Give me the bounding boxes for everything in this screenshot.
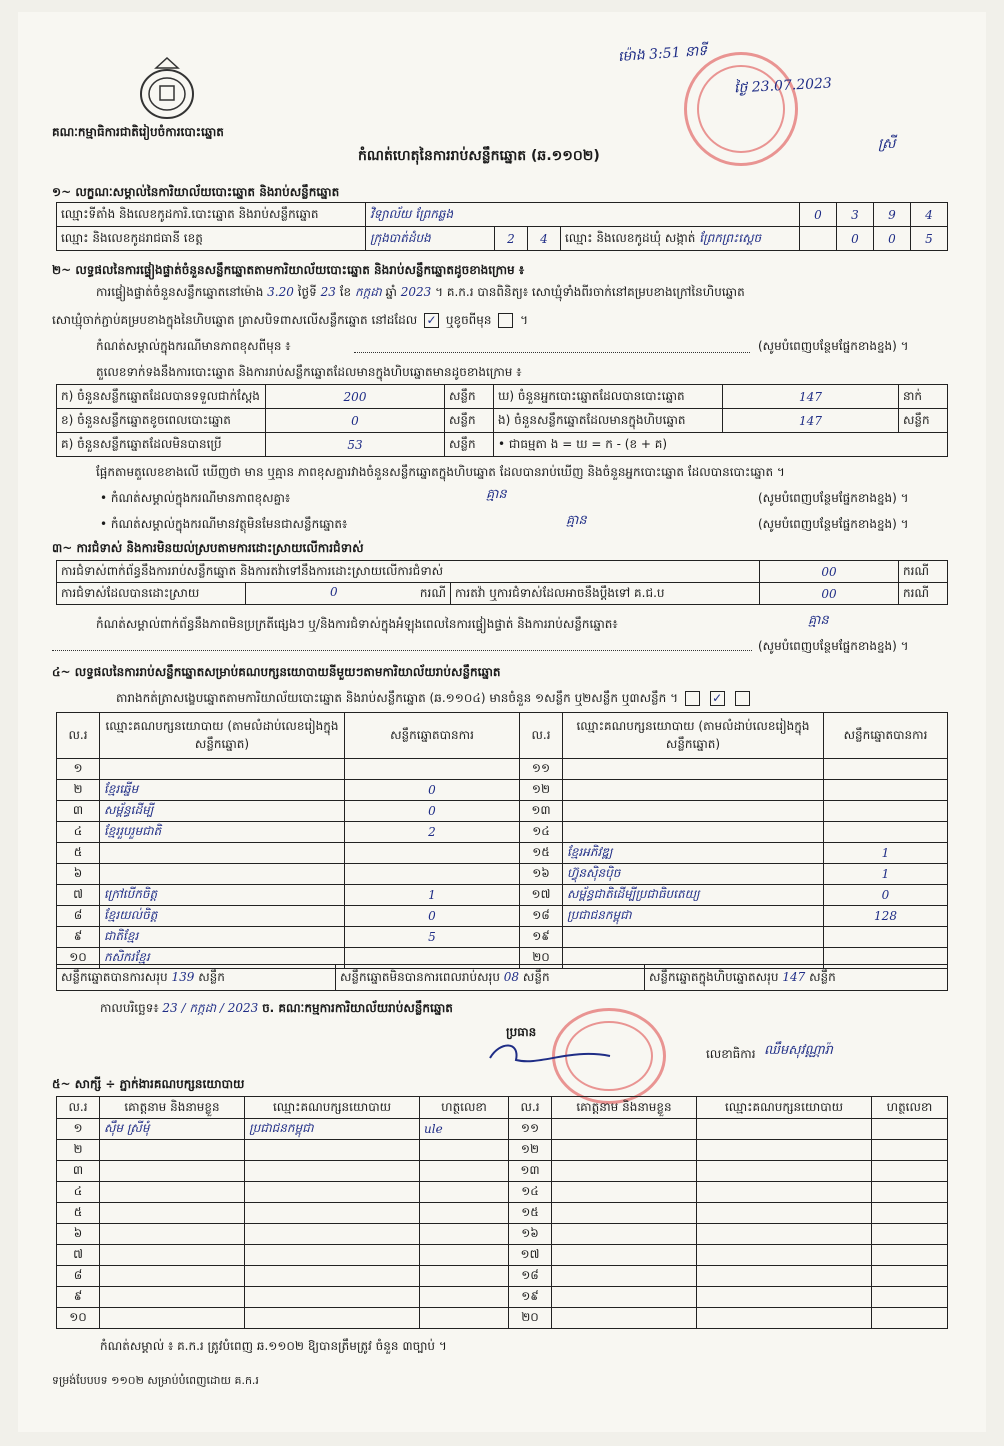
witness-row <box>57 1224 948 1245</box>
province-code-digit: 2 <box>495 227 528 251</box>
row-number: ១០ <box>57 948 100 969</box>
witness-party <box>245 1203 420 1224</box>
witness-name <box>552 1224 697 1245</box>
form-id: ទម្រង់បែបបទ ១១០២ សម្រាប់បំពេញដោយ គ.ក.រ <box>52 1374 259 1387</box>
row-number: ១៥ <box>520 843 563 864</box>
row-number: ១៦ <box>509 1224 552 1245</box>
location-code-digit: 0 <box>800 203 837 227</box>
objection-label: ការជំទាស់ពាក់ព័ន្ធនឹងការរាប់សន្លឹកឆ្នោត និងការតវ៉ាទៅនឹងការដោះស្រាយលើការជំទាស់ <box>57 561 760 583</box>
party-result-row <box>57 759 948 780</box>
witness-name <box>100 1161 245 1182</box>
witness-name <box>552 1308 697 1329</box>
line1-text: ការផ្ទៀងផ្ទាត់ចំនួនសន្លឹកឆ្នោតនៅម៉ោង <box>96 285 264 299</box>
witness-name <box>552 1140 697 1161</box>
col-party: ឈ្មោះគណបក្សនយោបាយ <box>697 1097 872 1119</box>
party-name: ហ៊្វុនស៊ិនប៉ិច <box>563 864 824 885</box>
col-name: គោត្តនាម និងនាមខ្លួន <box>100 1097 245 1119</box>
location-code-digit: 3 <box>837 203 874 227</box>
total-valid-value: 139 <box>171 969 195 984</box>
row-number: ២ <box>57 1140 100 1161</box>
party-result-row <box>57 780 948 801</box>
chair-signature-icon <box>480 1036 630 1076</box>
row-number: ១៤ <box>509 1182 552 1203</box>
party-result-row <box>57 843 948 864</box>
note-difference-tail: (សូមបំពេញបន្ថែមផ្នែកខាងខ្នង) ។ <box>758 339 909 353</box>
witness-party <box>697 1266 872 1287</box>
party-votes <box>345 864 520 885</box>
witness-row <box>57 1287 948 1308</box>
figure-value: 0 <box>266 409 445 433</box>
witness-name <box>100 1308 245 1329</box>
total-unit: សន្លឹក <box>809 969 836 984</box>
col-votes: សន្លឹកឆ្នោតបានការ <box>345 713 520 759</box>
witness-party <box>697 1224 872 1245</box>
row-number: ១ <box>57 1119 100 1140</box>
witness-party <box>245 1224 420 1245</box>
party-name <box>563 801 824 822</box>
party-name: ខ្មែរឆ្នើម <box>100 780 345 801</box>
line1-text: ថ្ងៃទី <box>297 285 317 299</box>
ballot-figures-table <box>56 384 948 457</box>
party-votes <box>345 759 520 780</box>
row-number: ១៨ <box>509 1266 552 1287</box>
objection-unit: ករណី <box>899 561 948 583</box>
total-valid-label: សន្លឹកឆ្នោតបានការសរុប <box>61 969 168 984</box>
witness-signature <box>420 1203 509 1224</box>
party-votes: 1 <box>824 864 948 885</box>
total-invalid-label: សន្លឹកឆ្នោតមិនបានការពេលរាប់សរុប <box>340 969 500 984</box>
witness-name <box>552 1245 697 1266</box>
party-name: ខ្មែរយល់ចិត្ត <box>100 906 345 927</box>
row-number: ៤ <box>57 1182 100 1203</box>
foreign-object-note-label: • កំណត់សម្គាល់ក្នុងករណីមានវត្ថុមិនមែនជាសន្លឹកឆ្នោត៖ <box>100 517 348 531</box>
witness-party <box>697 1161 872 1182</box>
difference-note-value: គ្មាន <box>486 487 507 502</box>
col-party: ឈ្មោះគណបក្សនយោបាយ <box>245 1097 420 1119</box>
three-sheets-checkbox[interactable] <box>735 691 750 706</box>
col-votes: សន្លឹកឆ្នោតបានការ <box>824 713 948 759</box>
difference-note-label: • កំណត់សម្គាល់ក្នុងករណីមានភាពខុសគ្នា៖ <box>100 491 291 505</box>
verification-day: 23 <box>320 285 336 299</box>
witness-signature <box>420 1266 509 1287</box>
party-votes: 0 <box>824 885 948 906</box>
col-no: ល.រ <box>57 713 100 759</box>
row-number: ៥ <box>57 843 100 864</box>
witness-party <box>245 1182 420 1203</box>
witness-name <box>100 1203 245 1224</box>
objection-resolved-value: 0 <box>330 584 338 599</box>
row-number: ១២ <box>509 1140 552 1161</box>
figure-unit: សន្លឹក <box>445 385 494 409</box>
col-name: គោត្តនាម និងនាមខ្លួន <box>552 1097 697 1119</box>
party-votes: 1 <box>345 885 520 906</box>
witness-party <box>697 1182 872 1203</box>
commune-value: ព្រែកព្រះស្ដេច <box>699 230 762 245</box>
witness-party <box>245 1266 420 1287</box>
row-number: ៣ <box>57 801 100 822</box>
irregularity-note-tail: (សូមបំពេញបន្ថែមផ្នែកខាងខ្នង) ។ <box>758 639 909 653</box>
commune-code-digit: 0 <box>837 227 874 251</box>
irregularity-note-label: កំណត់សម្គាល់ពាក់ព័ន្ធនឹងភាពមិនប្រក្រតីផ្សេងៗ ឬ/និងការជំទាស់ក្នុងអំឡុងពេលនៃការផ្ទៀងផ្ទាត់ និងការរាប់សន្លឹកឆ្នោត៖ <box>96 617 618 631</box>
witness-name <box>100 1140 245 1161</box>
province-label: ឈ្មោះ និងលេខកូដរាជធានី ខេត្ត <box>57 227 366 251</box>
figure-formula: • ជាធម្មតា ង = ឃ = ក - (ខ + គ) <box>494 433 948 457</box>
party-votes: 2 <box>345 822 520 843</box>
figure-unit: នាក់ <box>899 385 948 409</box>
line1-text: ។ គ.ក.រ បានពិនិត្យ៖ សោឃ្មុំទាំងពីរចាក់នៅគម្របខាងក្រៅនៃហិបឆ្នោត <box>435 285 745 299</box>
witness-name <box>552 1203 697 1224</box>
party-votes: 0 <box>345 780 520 801</box>
province-code-digit: 4 <box>528 227 561 251</box>
handwritten-date: ថ្ងៃ 23.07.2023 <box>733 75 833 97</box>
total-invalid-value: 08 <box>503 969 520 984</box>
witness-row <box>57 1308 948 1329</box>
party-votes: 5 <box>345 927 520 948</box>
row-number: ១៧ <box>520 885 563 906</box>
row-number: ៧ <box>57 885 100 906</box>
party-name <box>563 822 824 843</box>
party-name: ក្រៅបើកចិត្ត <box>100 885 345 906</box>
irregularity-note-value: គ្មាន <box>808 613 829 628</box>
figure-label: ង) ចំនួនសន្លឹកឆ្នោតដែលមានក្នុងហិបឆ្នោត <box>494 409 723 433</box>
handwritten-time: ម៉ោង 3:51 នាទី <box>617 42 708 66</box>
footer-note: កំណត់សម្គាល់ ៖ គ.ក.រ ត្រូវបំពេញ ឆ.១១០២ ឱ្យបានត្រឹមត្រូវ ចំនួន ៣ច្បាប់ ។ <box>100 1339 447 1353</box>
witness-signature <box>420 1182 509 1203</box>
col-no: ល.រ <box>57 1097 100 1119</box>
row-number: ១៩ <box>509 1287 552 1308</box>
row-number: ១២ <box>520 780 563 801</box>
witness-signature: ule <box>420 1119 509 1140</box>
row-number: ២០ <box>509 1308 552 1329</box>
section4-title: ៤~ លទ្ធផលនៃការរាប់សន្លឹកឆ្នោតសម្រាប់គណបក្សនយោបាយនីមួយៗតាមការិយាល័យរាប់សន្លឹកឆ្នោត <box>52 665 501 679</box>
figure-unit: សន្លឹក <box>445 433 494 457</box>
row-number: ៤ <box>57 822 100 843</box>
row-number: ១៧ <box>509 1245 552 1266</box>
objection-resolved-label: ការជំទាស់ដែលបានដោះស្រាយ <box>57 583 246 605</box>
row-number: ១១ <box>509 1119 552 1140</box>
witness-signature <box>872 1245 948 1266</box>
summary-sheets-line <box>116 690 753 708</box>
figure-unit: សន្លឹក <box>899 409 948 433</box>
party-results-table <box>56 712 948 969</box>
total-box-value: 147 <box>782 969 806 984</box>
party-name: ជាតិខ្មែរ <box>100 927 345 948</box>
nec-emblem-icon <box>136 56 198 122</box>
row-number: ២០ <box>520 948 563 969</box>
secretary-signature: ឈឹមសុវណ្ណារ៉ា <box>764 1043 833 1058</box>
witness-signature <box>872 1182 948 1203</box>
witness-party <box>245 1287 420 1308</box>
party-name: ខ្មែរអភិវឌ្ឍ <box>563 843 824 864</box>
party-name <box>100 864 345 885</box>
org-name: គណៈកម្មាធិការជាតិរៀបចំការបោះឆ្នោត <box>52 125 224 139</box>
date-label: កាលបរិច្ឆេទ៖ <box>100 1001 159 1015</box>
section2-title: ២~ លទ្ធផលនៃការផ្ទៀងផ្ទាត់ចំនួនសន្លឹកឆ្នោតតាមការិយាល័យបោះឆ្នោត និងរាប់សន្លឹកឆ្នោតដូចខាងក្រោម ៖ <box>52 263 525 277</box>
row-number: ៩ <box>57 1287 100 1308</box>
section5-title: ៥~ សាក្សី ÷ ភ្នាក់ងារគណបក្សនយោបាយ <box>52 1077 245 1091</box>
commune-code-digit: 0 <box>874 227 911 251</box>
witness-row <box>57 1203 948 1224</box>
col-signature: ហត្ថលេខា <box>872 1097 948 1119</box>
row-number: ១៣ <box>520 801 563 822</box>
note-difference-label: កំណត់សម្គាល់ក្នុងករណីមានភាពខុសពីមុន ៖ <box>96 339 291 353</box>
party-name <box>563 927 824 948</box>
seal-intact-checkbox[interactable]: ✓ <box>424 313 439 328</box>
foreign-object-note-value: គ្មាន <box>566 513 587 528</box>
witness-row <box>57 1182 948 1203</box>
document-title: កំណត់ហេតុនៃការរាប់សន្លឹកឆ្នោត (ឆ.១១០២) <box>358 148 600 164</box>
location-code-digit: 4 <box>911 203 948 227</box>
col-signature: ហត្ថលេខា <box>420 1097 509 1119</box>
party-votes: 0 <box>345 801 520 822</box>
location-label: ឈ្មោះទីតាំង និងលេខកូដការិ.បោះឆ្នោត និងរាប់សន្លឹកឆ្នោត <box>57 203 366 227</box>
row-number: ៣ <box>57 1161 100 1182</box>
party-name <box>100 843 345 864</box>
row-number: ៨ <box>57 906 100 927</box>
date-line <box>100 1000 453 1018</box>
committee-label: ច. គណៈកម្មការការិយាល័យរាប់សន្លឹកឆ្នោត <box>262 1001 453 1015</box>
witness-row <box>57 1161 948 1182</box>
secretary-label: លេខាធិការ <box>706 1047 756 1061</box>
chair-label: ប្រធាន <box>506 1025 537 1039</box>
figure-unit: សន្លឹក <box>445 409 494 433</box>
appeal-unit: ករណី <box>899 583 948 605</box>
row-number: ២ <box>57 780 100 801</box>
witness-party <box>245 1140 420 1161</box>
row-number: ៩ <box>57 927 100 948</box>
witness-table <box>56 1096 948 1329</box>
party-votes <box>824 759 948 780</box>
witness-signature <box>872 1224 948 1245</box>
summary-sheets-text: តារាងកត់ត្រាសង្ខេបឆ្នោតតាមការិយាល័យបោះឆ្នោត និងរាប់សន្លឹកឆ្នោត (ឆ.១១០៤) មានចំនួន ១សន្លឹក ឬ២សន្លឹក ឬ៣សន្លឹក ។ <box>116 691 679 705</box>
row-number: ១ <box>57 759 100 780</box>
party-votes <box>824 927 948 948</box>
witness-name <box>100 1287 245 1308</box>
col-party: ឈ្មោះគណបក្សនយោបាយ (តាមលំដាប់លេខរៀងក្នុងសន្លឹកឆ្នោត) <box>563 713 824 759</box>
party-result-row <box>57 906 948 927</box>
party-votes <box>345 843 520 864</box>
party-name <box>100 759 345 780</box>
party-name <box>563 780 824 801</box>
party-votes <box>824 801 948 822</box>
witness-name <box>100 1224 245 1245</box>
figure-value: 147 <box>723 385 899 409</box>
witness-party <box>245 1245 420 1266</box>
witness-signature <box>872 1119 948 1140</box>
total-unit: សន្លឹក <box>522 969 550 984</box>
row-number: ១៩ <box>520 927 563 948</box>
party-result-row <box>57 927 948 948</box>
witness-name: ស៊ឹម ស្រីមុំ <box>100 1119 245 1140</box>
witness-party <box>245 1308 420 1329</box>
row-number: ១៣ <box>509 1161 552 1182</box>
row-number: ១៥ <box>509 1203 552 1224</box>
party-name: ខ្មែររួបរួមជាតិ <box>100 822 345 843</box>
party-votes: 0 <box>345 906 520 927</box>
line2-text: សោឃ្មុំចាក់ភ្ជាប់គម្របខាងក្នុងនៃហិបឆ្នោត ត្រាសបិទពាសលើសន្លឹកឆ្នោត នៅដដែល <box>52 313 418 327</box>
witness-signature <box>872 1266 948 1287</box>
witness-party <box>697 1119 872 1140</box>
one-sheet-checkbox[interactable] <box>685 691 700 706</box>
figure-label: ខ) ចំនួនសន្លឹកឆ្នោតខូចពេលបោះឆ្នោត <box>57 409 266 433</box>
official-stamp-top <box>684 52 798 166</box>
total-box-label: សន្លឹកឆ្នោតក្នុងហិបឆ្នោតសរុប <box>649 969 779 984</box>
figure-value: 200 <box>266 385 445 409</box>
witness-name <box>552 1119 697 1140</box>
witness-party <box>697 1287 872 1308</box>
objection-value: 00 <box>760 561 899 583</box>
witness-signature <box>872 1308 948 1329</box>
party-votes <box>824 822 948 843</box>
difference-note-tail: (សូមបំពេញបន្ថែមផ្នែកខាងខ្នង) ។ <box>758 491 909 505</box>
witness-party <box>697 1245 872 1266</box>
difference-check-line: ផ្អែកតាមតួលេខខាងលើ ឃើញថា មាន ឬគ្មាន ភាពខុសគ្នារវាងចំនួនសន្លឹកឆ្នោតក្នុងហិបឆ្នោត ដែលបានរាប់ឃើញ និងចំនួនអ្នកបោះឆ្នោត ដែលបានបោះឆ្នោត ។ <box>96 465 785 479</box>
witness-name <box>100 1266 245 1287</box>
witness-signature <box>420 1224 509 1245</box>
two-sheets-checkbox[interactable]: ✓ <box>710 691 725 706</box>
province-value: ក្រុងបាត់ដំបង <box>366 227 495 251</box>
date-value: 23 / កក្កដា / 2023 <box>162 1001 259 1015</box>
line2-option: ឬខូចពីមុន <box>445 313 492 327</box>
party-votes: 1 <box>824 843 948 864</box>
appeal-value: 00 <box>760 583 899 605</box>
figure-value: 53 <box>266 433 445 457</box>
section1-table <box>56 202 948 251</box>
totals-table <box>56 964 948 991</box>
witness-row <box>57 1119 948 1140</box>
commune-code-digit: 5 <box>911 227 948 251</box>
witness-name <box>552 1287 697 1308</box>
party-name: ប្រជាជនកម្ពុជា <box>563 906 824 927</box>
foreign-object-note-tail: (សូមបំពេញបន្ថែមផ្នែកខាងខ្នង) ។ <box>758 517 909 531</box>
party-result-row <box>57 822 948 843</box>
party-result-row <box>57 801 948 822</box>
party-votes: 128 <box>824 906 948 927</box>
witness-signature <box>872 1287 948 1308</box>
row-number: ១៨ <box>520 906 563 927</box>
line1-text: ឆ្នាំ <box>385 285 397 299</box>
witness-row <box>57 1140 948 1161</box>
verification-line2: សោឃ្មុំចាក់ភ្ជាប់គម្របខាងក្នុងនៃហិបឆ្នោត ត្រាសបិទពាសលើសន្លឹកឆ្នោត នៅដដែល ✓ ឬខូចពីមុន ។ <box>52 313 529 327</box>
witness-party: ប្រជាជនកម្ពុជា <box>245 1119 420 1140</box>
witness-name <box>552 1161 697 1182</box>
total-unit: សន្លឹក <box>198 969 225 984</box>
row-number: ៦ <box>57 864 100 885</box>
row-number: ១៤ <box>520 822 563 843</box>
verification-month: កក្កដា <box>354 285 382 299</box>
witness-party <box>697 1203 872 1224</box>
party-name: សម្ព័ន្ធជាតិដើម្បីប្រជាធិបតេយ្យ <box>563 885 824 906</box>
witness-name <box>552 1182 697 1203</box>
party-votes <box>824 780 948 801</box>
witness-party <box>697 1140 872 1161</box>
party-result-row <box>57 864 948 885</box>
figure-value: 147 <box>723 409 899 433</box>
seal-broken-checkbox[interactable] <box>498 313 513 328</box>
row-number: ១៦ <box>520 864 563 885</box>
row-number: ៨ <box>57 1266 100 1287</box>
witness-signature <box>420 1287 509 1308</box>
party-name <box>563 759 824 780</box>
witness-signature <box>872 1161 948 1182</box>
section1-title: ១~ លក្ខណៈសម្គាល់នៃការិយាល័យបោះឆ្នោត និងរាប់សន្លឹកឆ្នោត <box>52 185 340 199</box>
verification-line1 <box>96 284 956 302</box>
objection-unit: ករណី <box>419 585 446 600</box>
witness-name <box>552 1266 697 1287</box>
row-number: ១០ <box>57 1308 100 1329</box>
row-number: ១១ <box>520 759 563 780</box>
witness-signature <box>420 1308 509 1329</box>
commune-label: ឈ្មោះ និងលេខកូដឃុំ សង្កាត់ <box>565 230 696 245</box>
witness-signature <box>420 1140 509 1161</box>
party-name: សម្ព័ន្ធដើម្បី <box>100 801 345 822</box>
verification-time: 3.20 <box>267 285 294 299</box>
party-name: កសិករខ្មែរ <box>100 948 345 969</box>
witness-signature <box>872 1203 948 1224</box>
row-number: ៦ <box>57 1224 100 1245</box>
witness-party <box>697 1308 872 1329</box>
witness-name <box>100 1182 245 1203</box>
row-number: ៧ <box>57 1245 100 1266</box>
document-page <box>18 12 986 1432</box>
objections-table <box>56 560 948 605</box>
col-party: ឈ្មោះគណបក្សនយោបាយ (តាមលំដាប់លេខរៀងក្នុងសន្លឹកឆ្នោត) <box>100 713 345 759</box>
location-value: វិទ្យាល័យ ព្រែកឆ្លង <box>366 203 800 227</box>
witness-row <box>57 1245 948 1266</box>
witness-signature <box>872 1140 948 1161</box>
witness-party <box>245 1161 420 1182</box>
witness-row <box>57 1266 948 1287</box>
witness-signature <box>420 1161 509 1182</box>
col-no: ល.រ <box>509 1097 552 1119</box>
figure-label: ក) ចំនួនសន្លឹកឆ្នោតដែលបានទទួលជាក់ស្ដែង <box>57 385 266 409</box>
verification-year: 2023 <box>400 285 432 299</box>
figure-label: គ) ចំនួនសន្លឹកឆ្នោតដែលមិនបានប្រើ <box>57 433 266 457</box>
section3-title: ៣~ ការជំទាស់ និងការមិនយល់ស្របតាមការដោះស្រាយលើការជំទាស់ <box>52 541 364 555</box>
party-result-row <box>57 885 948 906</box>
col-no: ល.រ <box>520 713 563 759</box>
location-code-digit: 9 <box>874 203 911 227</box>
witness-name <box>100 1245 245 1266</box>
handwritten-signature-top: ស្រី <box>878 136 896 152</box>
figures-intro: តួលេខទាក់ទងនឹងការបោះឆ្នោត និងការរាប់សន្លឹកឆ្នោតដែលមានក្នុងហិបឆ្នោតមានដូចខាងក្រោម ៖ <box>96 365 522 379</box>
appeal-label: ការតវ៉ា ឬការជំទាស់ដែលអាចនឹងប្ដឹងទៅ គ.ជ.ប <box>451 583 760 605</box>
witness-signature <box>420 1245 509 1266</box>
line1-text: ខែ <box>339 285 352 299</box>
row-number: ៥ <box>57 1203 100 1224</box>
figure-label: ឃ) ចំនួនអ្នកបោះឆ្នោតដែលបានបោះឆ្នោត <box>494 385 723 409</box>
